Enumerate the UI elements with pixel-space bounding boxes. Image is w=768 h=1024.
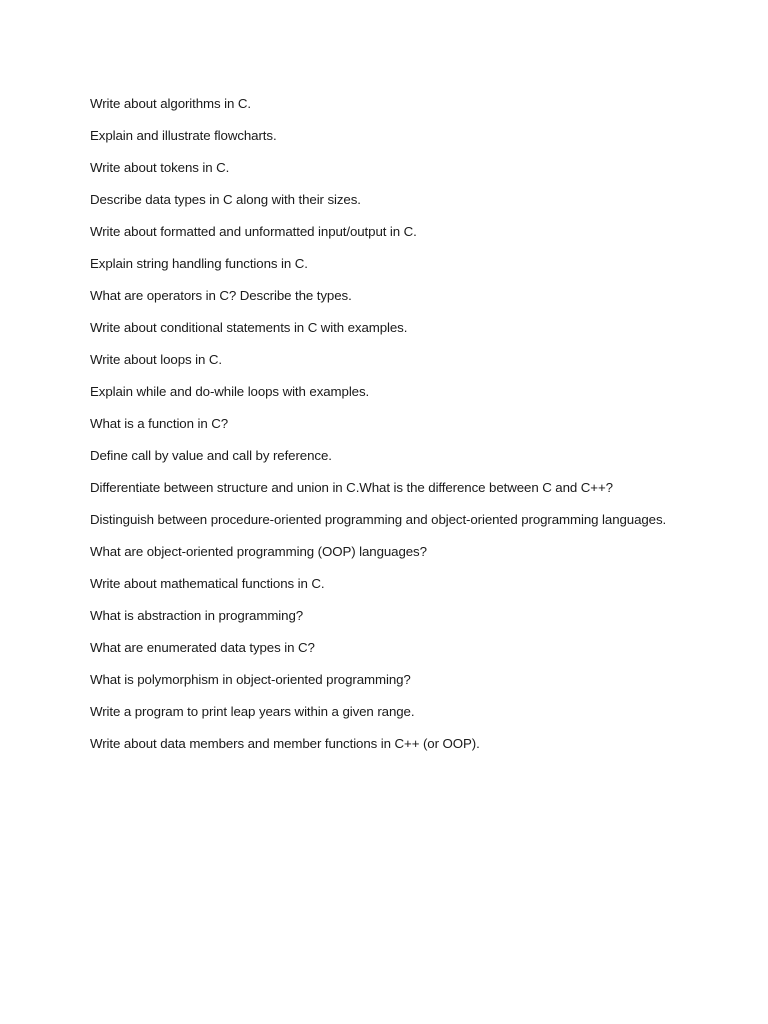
question-item: Write about formatted and unformatted input/output in C. bbox=[90, 224, 417, 239]
question-item: What are operators in C? Describe the types. bbox=[90, 288, 352, 303]
question-item: What is polymorphism in object-oriented programming? bbox=[90, 672, 411, 687]
question-item: What are object-oriented programming (OOP) languages? bbox=[90, 544, 427, 559]
question-item: Describe data types in C along with their sizes. bbox=[90, 192, 361, 207]
question-item: Write about tokens in C. bbox=[90, 160, 230, 175]
question-item: Explain while and do-while loops with examples. bbox=[90, 384, 370, 399]
question-item: Write about data members and member functions in C++ (or OOP). bbox=[90, 736, 480, 751]
question-item: Write about mathematical functions in C. bbox=[90, 576, 325, 591]
question-item: What is a function in C? bbox=[90, 416, 229, 431]
question-item: Write about conditional statements in C with examples. bbox=[90, 320, 408, 335]
question-item: Distinguish between procedure-oriented programming and object-oriented programming languages. bbox=[90, 512, 667, 527]
question-list bbox=[90, 93, 670, 765]
question-item: Differentiate between structure and union in C.What is the difference between C and C++? bbox=[90, 480, 613, 495]
question-item: Write about loops in C. bbox=[90, 352, 222, 367]
question-item: What is abstraction in programming? bbox=[90, 608, 304, 623]
question-item: Explain string handling functions in C. bbox=[90, 256, 308, 271]
question-item: Write about algorithms in C. bbox=[90, 96, 252, 111]
question-item: What are enumerated data types in C? bbox=[90, 640, 315, 655]
question-item: Define call by value and call by reference. bbox=[90, 448, 332, 463]
question-item: Explain and illustrate flowcharts. bbox=[90, 128, 277, 143]
question-item: Write a program to print leap years within a given range. bbox=[90, 704, 415, 719]
